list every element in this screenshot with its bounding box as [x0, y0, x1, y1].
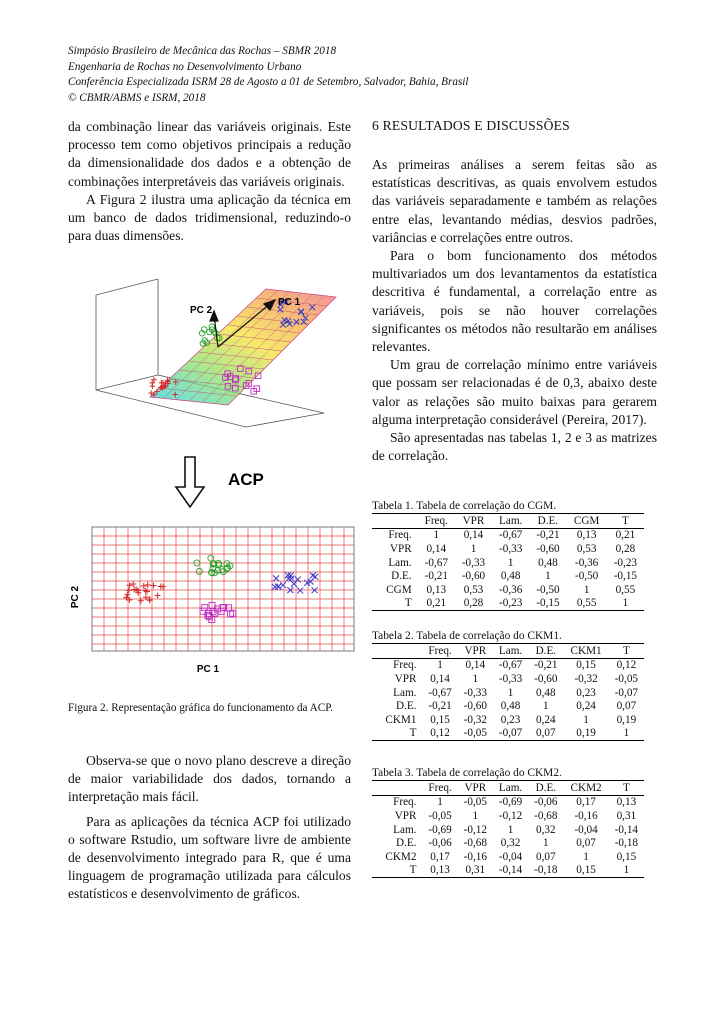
table-row [372, 542, 644, 556]
correlation-table [372, 780, 644, 878]
table-cell: 0,07 [536, 850, 556, 863]
table-cell: 1 [437, 659, 443, 672]
header-line-4: © CBMR/ABMS e ISRM, 2018 [68, 91, 206, 104]
table-cell: 0,31 [616, 809, 637, 822]
table-cell: 0,14 [463, 529, 484, 542]
row-header: VPR [389, 542, 412, 555]
row-header: VPR [394, 672, 417, 685]
table-cell: -0,12 [498, 809, 523, 822]
table-cell: 0,23 [576, 686, 596, 699]
table-row [372, 836, 644, 850]
pc2-axis-label: PC 2 [70, 585, 81, 609]
table-cell: 0,28 [615, 542, 636, 555]
correlation-table [372, 513, 644, 611]
table-cell: 0,13 [616, 796, 637, 809]
table-cell: -0,16 [463, 850, 487, 863]
table-cell: -0,21 [534, 659, 558, 672]
col-header: D.E. [529, 514, 566, 529]
table-cell: 0,19 [616, 713, 637, 726]
col-header: Freq. [422, 644, 457, 659]
table-cell: 1 [472, 809, 479, 822]
figure-2 [68, 275, 358, 695]
table-cell: -0,60 [534, 672, 558, 685]
row-header: CKM2 [385, 850, 417, 863]
table-cell: 1 [507, 823, 514, 836]
table-cell: -0,23 [613, 556, 638, 569]
row-header: T [372, 727, 422, 741]
table-cell: -0,06 [534, 796, 558, 809]
table-cell: -0,18 [528, 864, 563, 878]
table-cell: 1 [472, 672, 479, 685]
table-cell: 0,55 [615, 583, 636, 596]
table-cell: 0,31 [458, 864, 493, 878]
row-header: D.E. [391, 570, 412, 583]
table-cell: 0,48 [538, 556, 558, 569]
table-cell: -0,14 [493, 864, 528, 878]
table-cell: 0,23 [500, 713, 521, 726]
table-cell: -0,12 [463, 823, 487, 836]
right-column [372, 118, 657, 465]
table-cell: 1 [545, 570, 551, 583]
col-header: VPR [455, 514, 492, 529]
pc2-label-3d: PC 2 [190, 305, 213, 316]
acp-label: ACP [228, 470, 264, 489]
table-cell: 1 [583, 850, 589, 863]
table-row [372, 569, 644, 583]
table-row [372, 556, 644, 570]
col-header: Freq. [422, 781, 457, 796]
table-row [372, 583, 644, 597]
table-cell: -0,67 [424, 556, 448, 569]
table-cell: 0,14 [430, 672, 450, 685]
table-cell: -0,33 [463, 686, 487, 699]
col-header: Lam. [493, 781, 528, 796]
row-header: VPR [394, 809, 417, 822]
table-cell: -0,33 [498, 672, 523, 685]
paragraph: da combinação linear das variáveis originais. Este processo tem como objetivos principais a redução da dimensionalidade dos dados e a obtenção de combinações interpretáveis das variáveis originais. [68, 119, 351, 189]
table-row [372, 699, 644, 713]
col-header: CKM2 [563, 781, 608, 796]
table-cell: -0,68 [534, 809, 558, 822]
section-title: 6 RESULTADOS E DISCUSSÕES [372, 118, 570, 133]
table-row [372, 795, 644, 809]
table-cell: -0,07 [614, 686, 639, 699]
col-header: T [607, 514, 644, 529]
table-cell: 1 [583, 583, 590, 596]
table-cell: -0,04 [574, 823, 598, 836]
header-line-3: Conferência Especializada ISRM 28 de Agosto a 01 de Setembro, Salvador, Bahia, Brasil [68, 76, 469, 88]
paragraph: A Figura 2 ilustra uma aplicação da técnica em um banco de dados tridimensional, reduzindo-o para duas dimensões. [68, 191, 351, 244]
figure-caption: Figura 2. Representação gráfica do funcionamento da ACP. [68, 702, 334, 714]
table-cell: -0,67 [428, 686, 452, 699]
table-cell: -0,36 [574, 556, 599, 569]
table-cell: 0,32 [536, 823, 556, 836]
table-cell: 0,17 [430, 850, 450, 863]
table-cell: -0,50 [536, 583, 560, 596]
row-header: Lam. [388, 556, 412, 569]
table-row [372, 713, 644, 727]
col-header: Freq. [418, 514, 455, 529]
table-1 [372, 499, 657, 611]
table-cell: -0,04 [498, 850, 523, 863]
table-cell: -0,23 [492, 597, 529, 611]
table-cell: -0,06 [428, 837, 452, 850]
table-cell: 0,32 [500, 837, 521, 850]
col-header [372, 781, 422, 796]
table-2 [372, 629, 657, 741]
scatter-point [150, 383, 156, 389]
table-cell: 0,07 [528, 727, 563, 741]
table-cell: 0,24 [576, 700, 596, 713]
table-cell: -0,14 [614, 823, 639, 836]
pc1-axis-label: PC 1 [196, 664, 220, 675]
table-cell: 0,15 [576, 659, 596, 672]
row-header: T [372, 864, 422, 878]
col-header: CGM [567, 514, 607, 529]
table-cell: -0,50 [574, 570, 599, 583]
table-cell: 0,07 [576, 837, 596, 850]
table-cell: 0,13 [576, 529, 597, 542]
table-cell: 0,15 [616, 850, 637, 863]
table-cell: 0,07 [616, 700, 637, 713]
table-cell: -0,15 [529, 597, 566, 611]
table-cell: 0,53 [463, 583, 484, 596]
table-cell: 0,21 [418, 597, 455, 611]
table-cell: 0,24 [536, 713, 556, 726]
table-cell: -0,60 [463, 700, 487, 713]
table-cell: 1 [437, 796, 443, 809]
table-row [372, 686, 644, 700]
col-header: Lam. [493, 644, 528, 659]
row-header: D.E. [395, 700, 417, 713]
table-cell: 0,19 [563, 727, 608, 741]
paragraph: Para as aplicações da técnica ACP foi utilizado o software Rstudio, um software livre de ambiente de desenvolvimento integrado para R, que é uma linguagem de programação utilizada para cálculos estatísticos e desenvolvimento de gráficos. [68, 813, 351, 902]
page-header [68, 44, 668, 106]
table-3 [372, 766, 657, 878]
row-header: CGM [386, 583, 412, 596]
col-header: VPR [458, 781, 493, 796]
table-cell: -0,07 [493, 727, 528, 741]
table-caption: Tabela 1. Tabela de correlação do CGM. [372, 500, 557, 512]
table-cell: 1 [543, 837, 549, 850]
table-cell: -0,33 [461, 556, 486, 569]
table-caption: Tabela 2. Tabela de correlação do CKM1. [372, 630, 562, 642]
table-cell: -0,05 [428, 809, 452, 822]
table-row [372, 809, 644, 823]
table-cell: 0,48 [536, 686, 556, 699]
paragraph: As primeiras análises a serem feitas são as estatísticas descritivas, as quais envolvem estudos das variáveis separadamente e também as relações entre elas, levantando médias, desvios padrões, variâncias e correlações entre outros. [372, 157, 657, 245]
table-cell: 0,12 [616, 659, 637, 672]
table-row [372, 864, 644, 878]
row-header: D.E. [395, 837, 417, 850]
table-cell: -0,32 [574, 672, 598, 685]
figure-graphic [68, 275, 358, 695]
table-cell: 0,15 [430, 713, 450, 726]
table-cell: 0,15 [563, 864, 608, 878]
table-cell: 0,17 [576, 796, 596, 809]
table-row [372, 727, 644, 741]
table-cell: 0,13 [422, 864, 457, 878]
table-cell: -0,21 [428, 700, 452, 713]
paragraph: Um grau de correlação mínimo entre variáveis que possam ser relacionadas é de 0,3, abaixo deste valor as relações são muito baixas para gerarem alguma interpretação considerável (Pereira, 2017). [372, 357, 657, 427]
row-header: T [372, 597, 418, 611]
table-cell: -0,68 [463, 837, 487, 850]
table-cell: -0,69 [498, 796, 523, 809]
table-row [372, 672, 644, 686]
table-cell: -0,05 [458, 727, 493, 741]
header-line-1: Simpósio Brasileiro de Mecânica das Rochas – SBMR 2018 [68, 45, 337, 57]
table-cell: -0,33 [499, 542, 523, 555]
table-cell: -0,05 [614, 672, 639, 685]
col-header: CKM1 [563, 644, 608, 659]
table-cell: 0,55 [567, 597, 607, 611]
table-cell: 1 [609, 727, 644, 741]
table-cell: 0,21 [615, 529, 636, 542]
col-header: Lam. [492, 514, 529, 529]
left-column [68, 118, 351, 245]
col-header: D.E. [528, 781, 563, 796]
table-cell: -0,32 [463, 713, 487, 726]
table-caption: Tabela 3. Tabela de correlação do CKM2. [372, 767, 562, 779]
table-cell: 0,12 [422, 727, 457, 741]
2d-projection-plot [92, 527, 354, 651]
table-cell: 0,48 [500, 570, 521, 583]
table-cell: -0,15 [613, 570, 638, 583]
left-column-bottom [68, 752, 351, 904]
table-cell: 1 [607, 597, 644, 611]
row-header: Freq. [393, 796, 417, 809]
table-cell: 0,14 [465, 659, 486, 672]
table-cell: -0,16 [574, 809, 598, 822]
col-header [372, 514, 418, 529]
row-header: CKM1 [385, 713, 417, 726]
table-cell: -0,60 [461, 570, 486, 583]
paragraph: Observa-se que o novo plano descreve a direção de maior variabilidade dos dados, tornando a interpretação mais fácil. [68, 753, 351, 805]
table-cell: -0,05 [463, 796, 487, 809]
table-cell: 0,14 [426, 542, 447, 555]
paragraph: Para o bom funcionamento dos métodos multivariados um dos levantamentos da estatística descritiva é fundamental, a correlação entre as variáveis, pois se não houver correlações significantes os métodos não resultarão em análises relevantes. [372, 248, 657, 355]
row-header: Lam. [393, 686, 417, 699]
table-cell: 0,48 [500, 700, 521, 713]
table-row [372, 658, 644, 672]
header-line-2: Engenharia de Rochas no Desenvolvimento Urbano [68, 60, 302, 73]
table-cell: 1 [543, 700, 549, 713]
col-header: VPR [458, 644, 493, 659]
table-cell: -0,21 [424, 570, 448, 583]
table-cell: 0,28 [455, 597, 492, 611]
table-cell: 1 [609, 864, 644, 878]
col-header: D.E. [528, 644, 563, 659]
table-cell: -0,67 [498, 659, 523, 672]
table-cell: 0,53 [576, 542, 597, 555]
row-header: Lam. [393, 823, 417, 836]
table-cell: -0,60 [536, 542, 560, 555]
table-cell: 1 [507, 556, 514, 569]
row-header: Freq. [393, 659, 417, 672]
paragraph: São apresentadas nas tabelas 1, 2 e 3 as matrizes de correlação. [372, 430, 657, 464]
table-cell: -0,69 [428, 823, 452, 836]
down-arrow-icon [176, 457, 204, 507]
table-cell: 1 [507, 686, 514, 699]
table-row [372, 597, 644, 611]
table-cell: 0,13 [426, 583, 447, 596]
row-header: Freq. [388, 529, 412, 542]
col-header [372, 644, 422, 659]
table-cell: -0,18 [614, 837, 639, 850]
table-row [372, 850, 644, 864]
table-cell: 1 [583, 713, 589, 726]
pc1-label-3d: PC 1 [278, 297, 301, 308]
col-header: T [609, 781, 644, 796]
table-row [372, 823, 644, 837]
table-cell: 1 [433, 529, 440, 542]
table-cell: -0,67 [499, 529, 523, 542]
table-cell: -0,21 [536, 529, 560, 542]
correlation-table [372, 643, 644, 741]
table-row [372, 528, 644, 542]
col-header: T [609, 644, 644, 659]
table-cell: 1 [470, 542, 477, 555]
table-cell: -0,36 [499, 583, 523, 596]
